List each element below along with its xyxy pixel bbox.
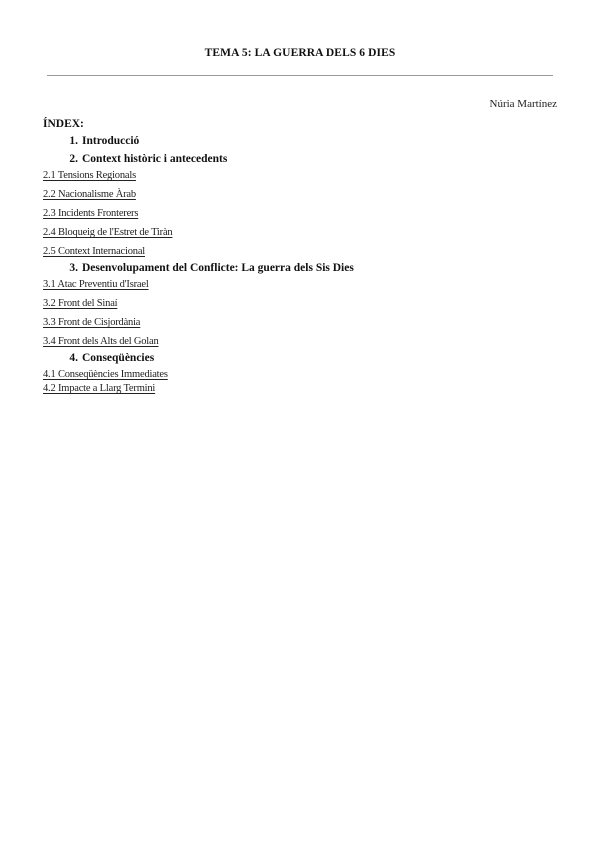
toc-section-4[interactable] (43, 350, 563, 366)
toc-link-3-3[interactable]: 3.3 Front de Cisjordània (43, 317, 141, 328)
toc-link-2-4[interactable]: 2.4 Bloqueig de l'Estret de Tiràn (43, 227, 173, 238)
section-label: Desenvolupament del Conflicte: La guerra dels Sis Dies (82, 262, 354, 274)
toc-link-3-4[interactable]: 3.4 Front dels Alts del Golan (43, 336, 159, 347)
section-number: 2. (69, 153, 78, 165)
section-label: Context històric i antecedents (82, 153, 228, 165)
author-name: Núria Martínez (489, 98, 557, 110)
index-heading: ÍNDEX: (43, 118, 84, 130)
section-label: Introducció (82, 135, 140, 147)
toc-section-3[interactable] (43, 260, 563, 276)
toc-link-3-2[interactable]: 3.2 Front del Sinaí (43, 298, 118, 309)
table-of-contents (43, 118, 563, 396)
toc-link-4-2[interactable]: 4.2 Impacte a Llarg Termini (43, 383, 156, 394)
toc-link-4-1[interactable]: 4.1 Conseqüències Immediates (43, 369, 168, 380)
toc-group-4 (43, 368, 563, 395)
section-number: 4. (69, 352, 78, 364)
toc-section-2[interactable] (43, 151, 563, 167)
title-divider (47, 75, 553, 76)
document-title: TEMA 5: LA GUERRA DELS 6 DIES (204, 47, 396, 59)
toc-link-2-1[interactable]: 2.1 Tensions Regionals (43, 170, 136, 181)
toc-section-1[interactable] (43, 133, 563, 149)
section-number: 1. (69, 135, 78, 147)
toc-link-2-5[interactable]: 2.5 Context Internacional (43, 246, 146, 257)
toc-link-2-2[interactable]: 2.2 Nacionalisme Àrab (43, 189, 136, 200)
section-label: Conseqüències (82, 352, 155, 364)
toc-link-2-3[interactable]: 2.3 Incidents Fronterers (43, 208, 139, 219)
toc-link-3-1[interactable]: 3.1 Atac Preventiu d'Israel (43, 279, 149, 290)
section-number: 3. (69, 262, 78, 274)
